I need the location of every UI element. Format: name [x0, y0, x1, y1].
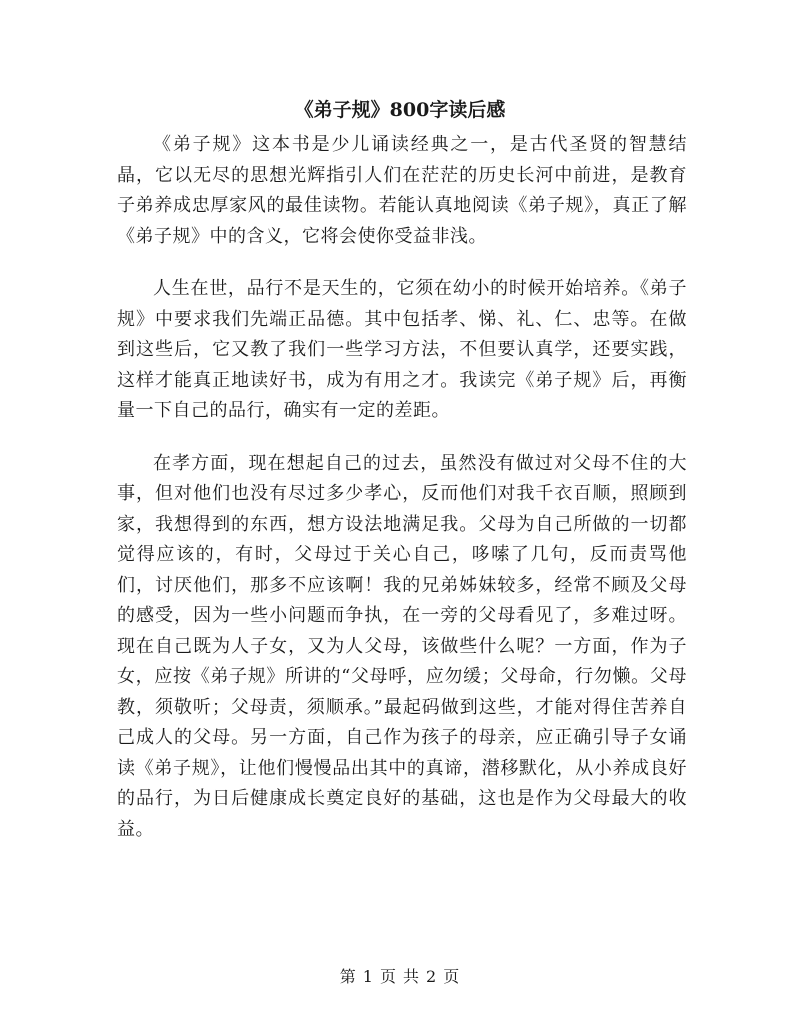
current-page-number: 1 [362, 967, 374, 986]
paragraph-3: 在孝方面，现在想起自己的过去，虽然没有做过对父母不住的大事，但对他们也没有尽过多少孝心，反而他们对我千衣百顺，照顾到家，我想得到的东西，想方设法地满足我。父母为自己所做的一切都觉得应该的，有时，父母过于关心自己，哆嗦了几句，反而责骂他们，讨厌他们，那多不应该啊！我的兄弟姊妹较多，经常不顾及父母的感受，因为一些小问题而争执，在一旁的父母看见了，多难过呀。现在自己既为人子女，又为人父母，该做些什么呢？一方面，作为子女，应按《弟子规》所讲的“父母呼，应勿缓；父母命，行勿懒。父母教，须敬听；父母责，须顺承。”最起码做到这些，才能对得住苦养自己成人的父母。另一方面，自己作为孩子的母亲，应正确引导子女诵读《弟子规》，让他们慢慢品出其中的真谛，潜移默化，从小养成良好的品行，为日后健康成长奠定良好的基础，这也是作为父母最大的收益。 [117, 452, 687, 840]
page-footer [0, 966, 800, 988]
paragraph-2: 人生在世，品行不是天生的，它须在幼小的时候开始培养。《弟子规》中要求我们先端正品德。其中包括孝、悌、礼、仁、忠等。在做到这些后，它又教了我们一些学习方法，不但要认真学，还要实践，这样才能真正地读好书，成为有用之才。我读完《弟子规》后，再衡量一下自己的品行，确实有一定的差距。 [117, 278, 687, 421]
total-pages-number: 2 [426, 967, 438, 986]
page-label-mid: 页 [379, 967, 397, 986]
total-label: 共 [403, 967, 421, 986]
paragraph-1: 《弟子规》这本书是少儿诵读经典之一，是古代圣贤的智慧结晶，它以无尽的思想光辉指引人们在茫茫的历史长河中前进，是教育子弟养成忠厚家风的最佳读物。若能认真地阅读《弟子规》，真正了解《弟子规》中的含义，它将会使你受益非浅。 [117, 134, 687, 247]
document-title: 《弟子规》800字读后感 [294, 99, 506, 121]
document-body [117, 130, 687, 867]
page-label-prefix: 第 [339, 967, 357, 986]
page-label-suffix: 页 [443, 967, 461, 986]
